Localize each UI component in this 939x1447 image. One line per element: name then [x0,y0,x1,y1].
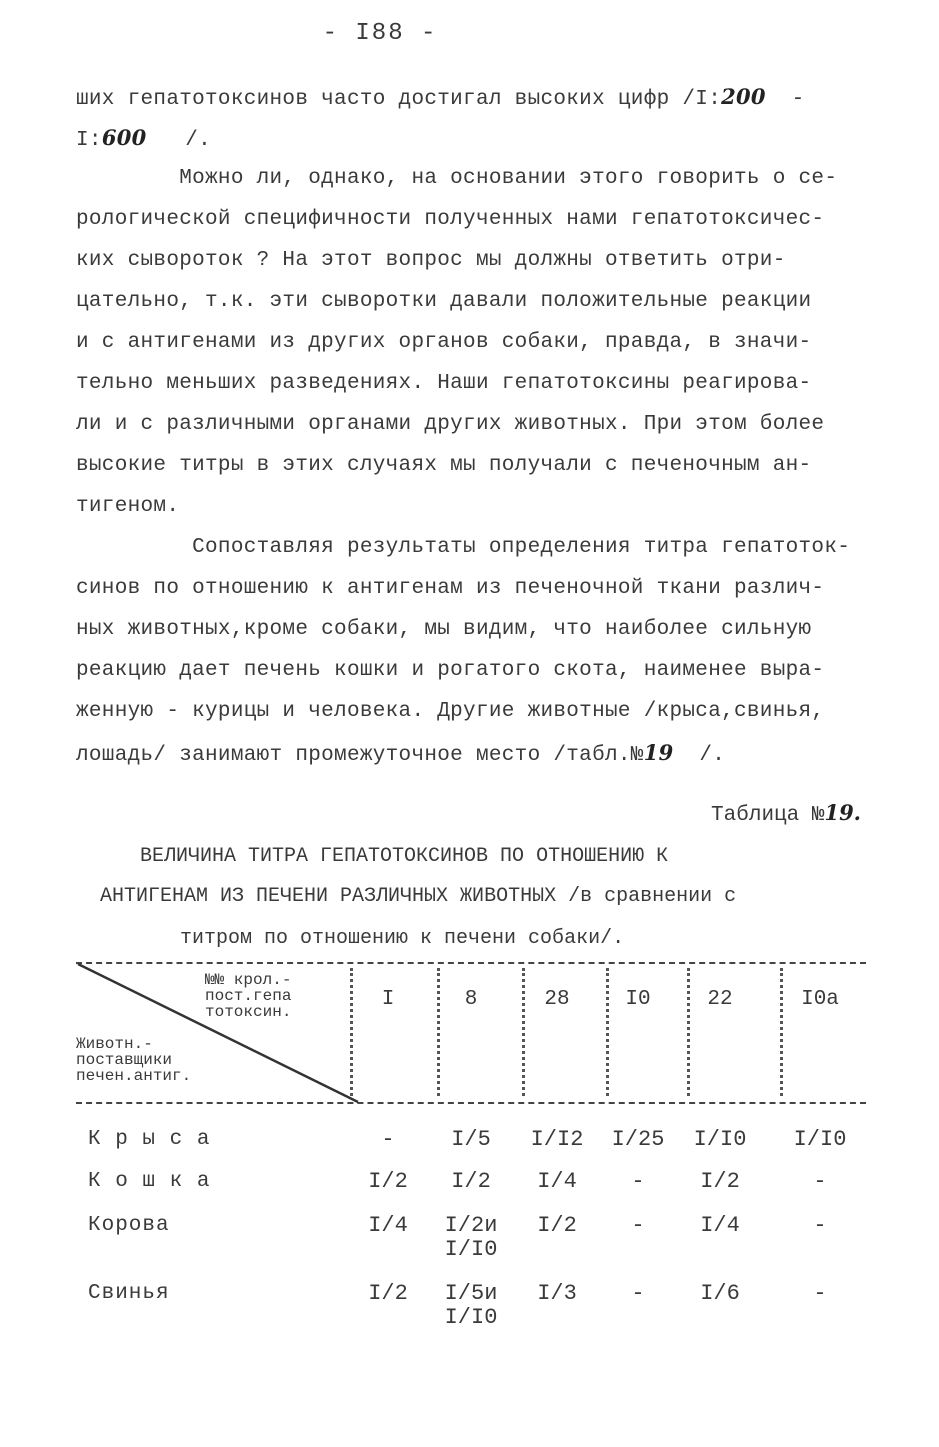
text-line [76,76,866,117]
table-cell: I/2и I/I0 [444,1213,498,1262]
text-line [76,117,866,158]
table-cell: I/6 [700,1281,740,1306]
text-line-main: тигеном. [76,495,180,518]
column-header: 28 [544,988,570,1011]
text-line [76,158,866,199]
table-label [711,800,861,827]
text-line-main: Сопоставляя результаты определения титра гепатоток- [76,536,851,559]
text-line-main: ли и с различными органами других животных. При этом более [76,413,825,436]
text-line [76,445,866,486]
text-line [76,568,866,609]
table-cell: I/4 [368,1213,408,1238]
text-line-main: Можно ли, однако, на основании этого говорить о се- [76,167,838,190]
text-line-main: рологической специфичности полученных нами гепатотоксичес- [76,208,825,231]
table-cell: - [631,1213,645,1238]
table-label-prefix: Таблица № [711,804,825,827]
column-separator [780,968,783,1096]
text-line-main: I: [76,129,102,152]
table-cell: - [631,1169,645,1194]
text-line-main: и с антигенами из других органов собаки, правда, в значи- [76,331,812,354]
text-line-main: женную - курицы и человека. Другие животные /крыса,свинья, [76,700,825,723]
text-line [76,609,866,650]
column-header: I0а [801,988,839,1011]
text-line-tail: /. [146,129,212,152]
text-line [76,199,866,240]
row-animal-label: К р ы с а [88,1128,211,1151]
table-cell: I/5и I/I0 [444,1281,498,1330]
text-line-main: ких сывороток ? На этот вопрос мы должны ответить отри- [76,249,786,272]
table-title-line-1: ВЕЛИЧИНА ТИТРА ГЕПАТОТОКСИНОВ ПО ОТНОШЕНИЮ К [140,845,669,868]
text-line [76,527,866,568]
handwritten-number: 19 [643,740,674,765]
handwritten-number: 200 [721,84,766,109]
table-label-number: 19. [824,800,861,825]
column-header: 22 [707,988,733,1011]
table-cell: I/4 [700,1213,740,1238]
table-cell: I/3 [537,1281,577,1306]
text-line-main: ших гепатотоксинов часто достигал высоких цифр /I: [76,88,722,111]
table-cell: I/I0 [693,1127,747,1152]
text-line [76,404,866,445]
text-line-main: тельно меньших разведениях. Наши гепатотоксины реагирова- [76,372,812,395]
corner-header-bottom: Животн.- поставщики печен.антиг. [76,1035,192,1085]
text-line-main: цательно, т.к. эти сыворотки давали положительные реакции [76,290,812,313]
text-line [76,322,866,363]
table-cell: - [813,1281,827,1306]
table-cell: I/5 [451,1127,491,1152]
table-title-line-3: титром по отношению к печени собаки/. [180,927,625,950]
text-line [76,486,866,527]
row-animal-label: К о ш к а [88,1170,211,1193]
table-cell: I/2 [368,1281,408,1306]
body-paragraphs [76,76,866,773]
text-line-main: высокие титры в этих случаях мы получали с печеночным ан- [76,454,812,477]
column-header: I [381,988,395,1011]
table-cell: - [813,1169,827,1194]
column-header: 8 [464,988,478,1011]
text-line-main: синов по отношению к антигенам из печеночной ткани различ- [76,577,825,600]
corner-header-top: №№ крол.- пост.гепа тотоксин. [205,971,292,1021]
table-cell: - [381,1127,395,1152]
text-line-tail: - [765,88,805,111]
text-line-main: ных животных,кроме собаки, мы видим, что наиболее сильную [76,618,812,641]
table-title-line-2: АНТИГЕНАМ ИЗ ПЕЧЕНИ РАЗЛИЧНЫХ ЖИВОТНЫХ /в сравнении с [100,885,737,908]
text-line [76,691,866,732]
text-line [76,732,866,773]
text-line-main: реакцию дает печень кошки и рогатого скота, наименее выра- [76,659,825,682]
table-cell: I/4 [537,1169,577,1194]
table-cell: I/2 [368,1169,408,1194]
text-line [76,240,866,281]
column-header: I0 [625,988,651,1011]
handwritten-number: 600 [101,125,147,150]
text-line-tail: /. [673,744,726,767]
row-animal-label: Корова [88,1214,170,1237]
text-line [76,363,866,404]
table-cell: I/I0 [793,1127,847,1152]
page-number: - I88 - [322,20,438,47]
table-cell: I/I2 [530,1127,584,1152]
text-line [76,281,866,322]
table-cell: - [631,1281,645,1306]
text-line-main: лошадь/ занимают промежуточное место /табл.№ [76,744,644,767]
table-cell: I/25 [611,1127,665,1152]
table-cell: I/2 [700,1169,740,1194]
text-line [76,650,866,691]
table-cell: I/2 [537,1213,577,1238]
row-animal-label: Свинья [88,1282,170,1305]
table-cell: I/2 [451,1169,491,1194]
table-cell: - [813,1213,827,1238]
